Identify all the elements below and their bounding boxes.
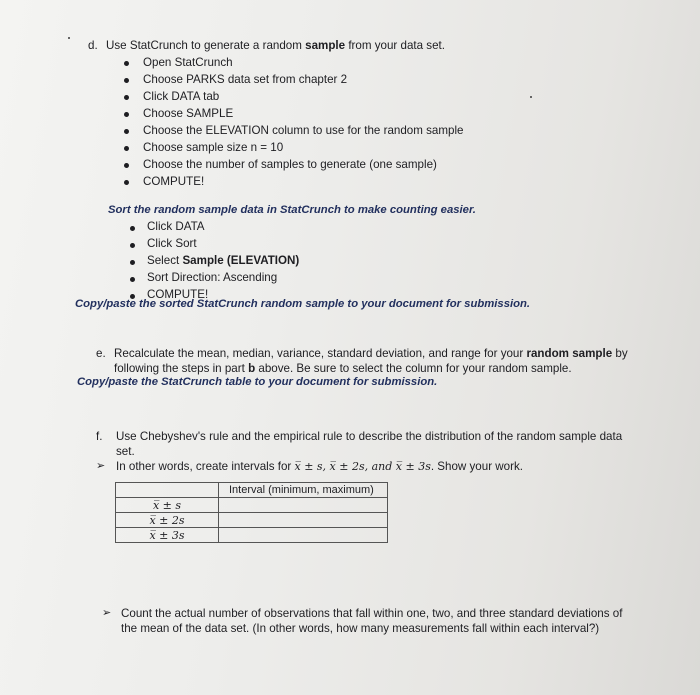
part-d-intro: Use StatCrunch to generate a random sample from your data set.: [106, 39, 445, 52]
interval-label: x̅ ± s: [116, 498, 219, 513]
interval-formula: x̅ ± s, x̅ ± 2s, and x̅ ± 3s: [294, 460, 431, 473]
interval-label: x̅ ± 2s: [116, 513, 219, 528]
arrow-bullet-icon: ➢: [96, 460, 106, 472]
bullet-icon: [124, 146, 129, 151]
arrow-bullet-icon: ➢: [102, 607, 112, 619]
sort-step: Click DATA: [147, 220, 205, 233]
step-item: Choose SAMPLE: [143, 107, 234, 120]
bullet-icon: [130, 277, 135, 282]
table-header: Interval (minimum, maximum): [219, 483, 388, 498]
bullet-icon: [124, 163, 129, 168]
step-item: COMPUTE!: [143, 175, 205, 188]
part-f-instruction: In other words, create intervals for x̅ ± s, x̅ ± 2s, and x̅ ± 3s. Show your work.: [116, 460, 523, 473]
bullet-icon: [124, 95, 129, 100]
part-e-line1: Recalculate the mean, median, variance, standard deviation, and range for your random sample by: [114, 347, 628, 360]
step-item: Open StatCrunch: [143, 56, 233, 69]
interval-label: x̅ ± 3s: [116, 528, 219, 543]
table-corner-cell: [116, 483, 219, 498]
part-e-label: e.: [96, 347, 106, 360]
step-item: Choose the number of samples to generate (one sample): [143, 158, 437, 171]
table-row: [116, 528, 388, 543]
part-e-line2: following the steps in part b above. Be sure to select the column for your random sample.: [114, 362, 572, 375]
sort-heading: Sort the random sample data in StatCrunch to make counting easier.: [108, 204, 476, 216]
copy-note-d: Copy/paste the sorted StatCrunch random sample to your document for submission.: [75, 298, 531, 310]
table-row: [116, 498, 388, 513]
page-mark: [68, 37, 70, 39]
bullet-icon: [130, 260, 135, 265]
bullet-icon: [130, 226, 135, 231]
bullet-icon: [124, 78, 129, 83]
interval-answer-cell[interactable]: [219, 528, 388, 543]
step-item: Choose sample size n = 10: [143, 141, 284, 154]
step-item: Click DATA tab: [143, 90, 220, 103]
copy-note-e: Copy/paste the StatCrunch table to your document for submission.: [77, 376, 438, 388]
table-row: [116, 513, 388, 528]
count-line2: the mean of the data set. (In other words, how many measurements fall within each interval?): [121, 622, 600, 635]
sort-step: Sort Direction: Ascending: [147, 271, 278, 284]
bullet-icon: [124, 180, 129, 185]
part-f-line2: set.: [116, 445, 135, 458]
count-line1: Count the actual number of observations that fall within one, two, and three standard deviations of: [121, 607, 623, 620]
sort-step: COMPUTE!: [147, 288, 209, 301]
bullet-icon: [124, 112, 129, 117]
step-item: Choose the ELEVATION column to use for the random sample: [143, 124, 464, 137]
interval-table: [115, 482, 388, 543]
step-item: Choose PARKS data set from chapter 2: [143, 73, 348, 86]
part-f-label: f.: [96, 430, 103, 443]
table-header-row: [116, 483, 388, 498]
part-d-label: d.: [88, 39, 98, 52]
interval-answer-cell[interactable]: [219, 513, 388, 528]
bullet-icon: [130, 243, 135, 248]
sort-step: Click Sort: [147, 237, 197, 250]
interval-answer-cell[interactable]: [219, 498, 388, 513]
part-f-line1: Use Chebyshev's rule and the empirical rule to describe the distribution of the random sample data: [116, 430, 623, 443]
bullet-icon: [124, 61, 129, 66]
bullet-icon: [124, 129, 129, 134]
page-mark: [530, 96, 532, 98]
sort-step: Select Sample (ELEVATION): [147, 254, 300, 267]
